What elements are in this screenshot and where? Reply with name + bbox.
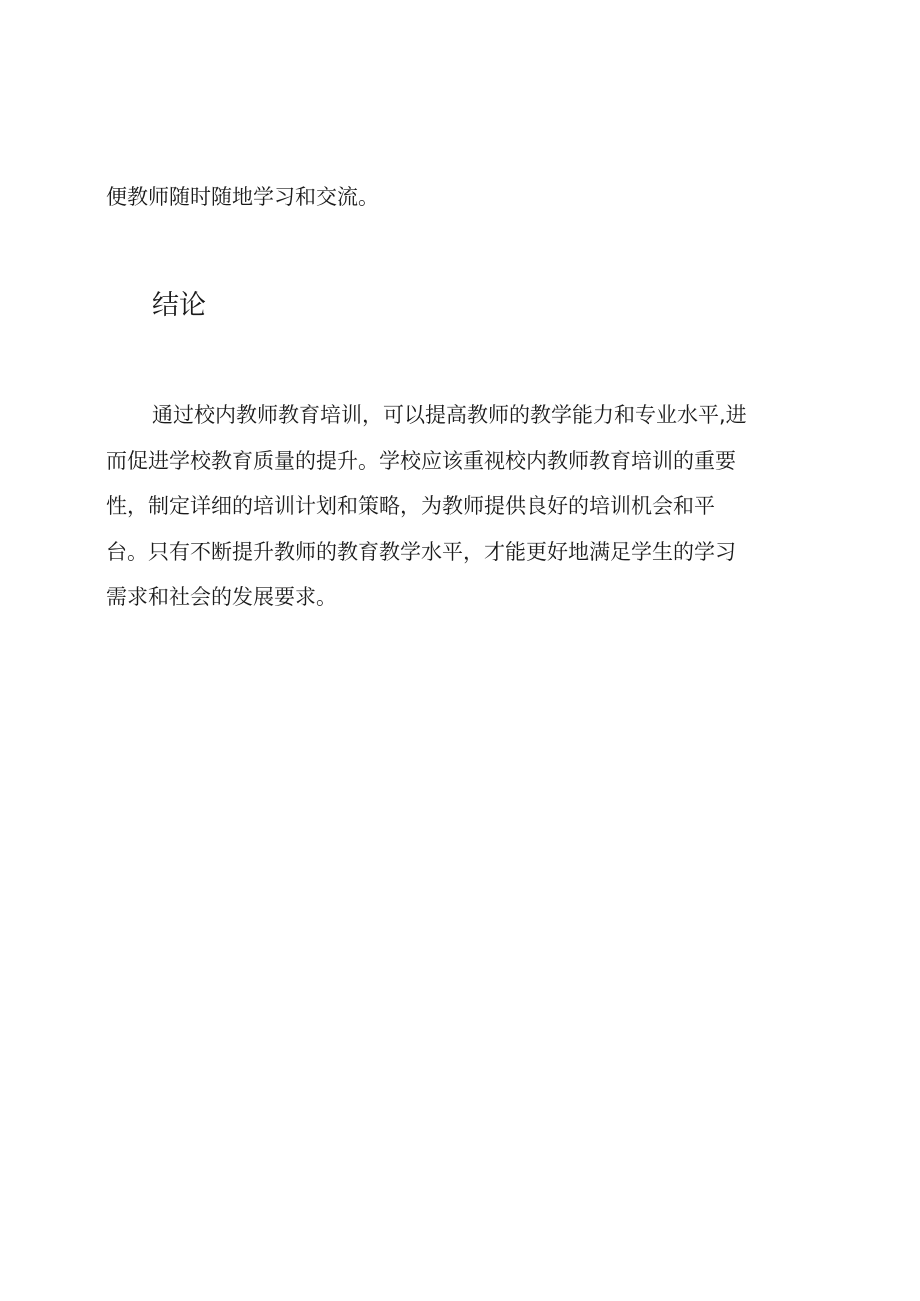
paragraph-line: 需求和社会的发展要求。 [106, 585, 337, 609]
paragraph-line: 台。只有不断提升教师的教育教学水平，才能更好地满足学生的学习 [106, 539, 736, 564]
paragraph-line: 而促进学校教育质量的提升。学校应该重视校内教师教育培训的重要 [106, 448, 736, 473]
conclusion-paragraph [106, 398, 826, 626]
continuation-text: 便教师随时随地学习和交流。 [106, 185, 379, 209]
paragraph-line: 通过校内教师教育培训，可以提高教师的教学能力和专业水平,进 [152, 403, 747, 427]
paragraph-line: 性，制定详细的培训计划和策略，为教师提供良好的培训机会和平 [106, 494, 715, 518]
section-heading: 结论 [152, 290, 206, 321]
